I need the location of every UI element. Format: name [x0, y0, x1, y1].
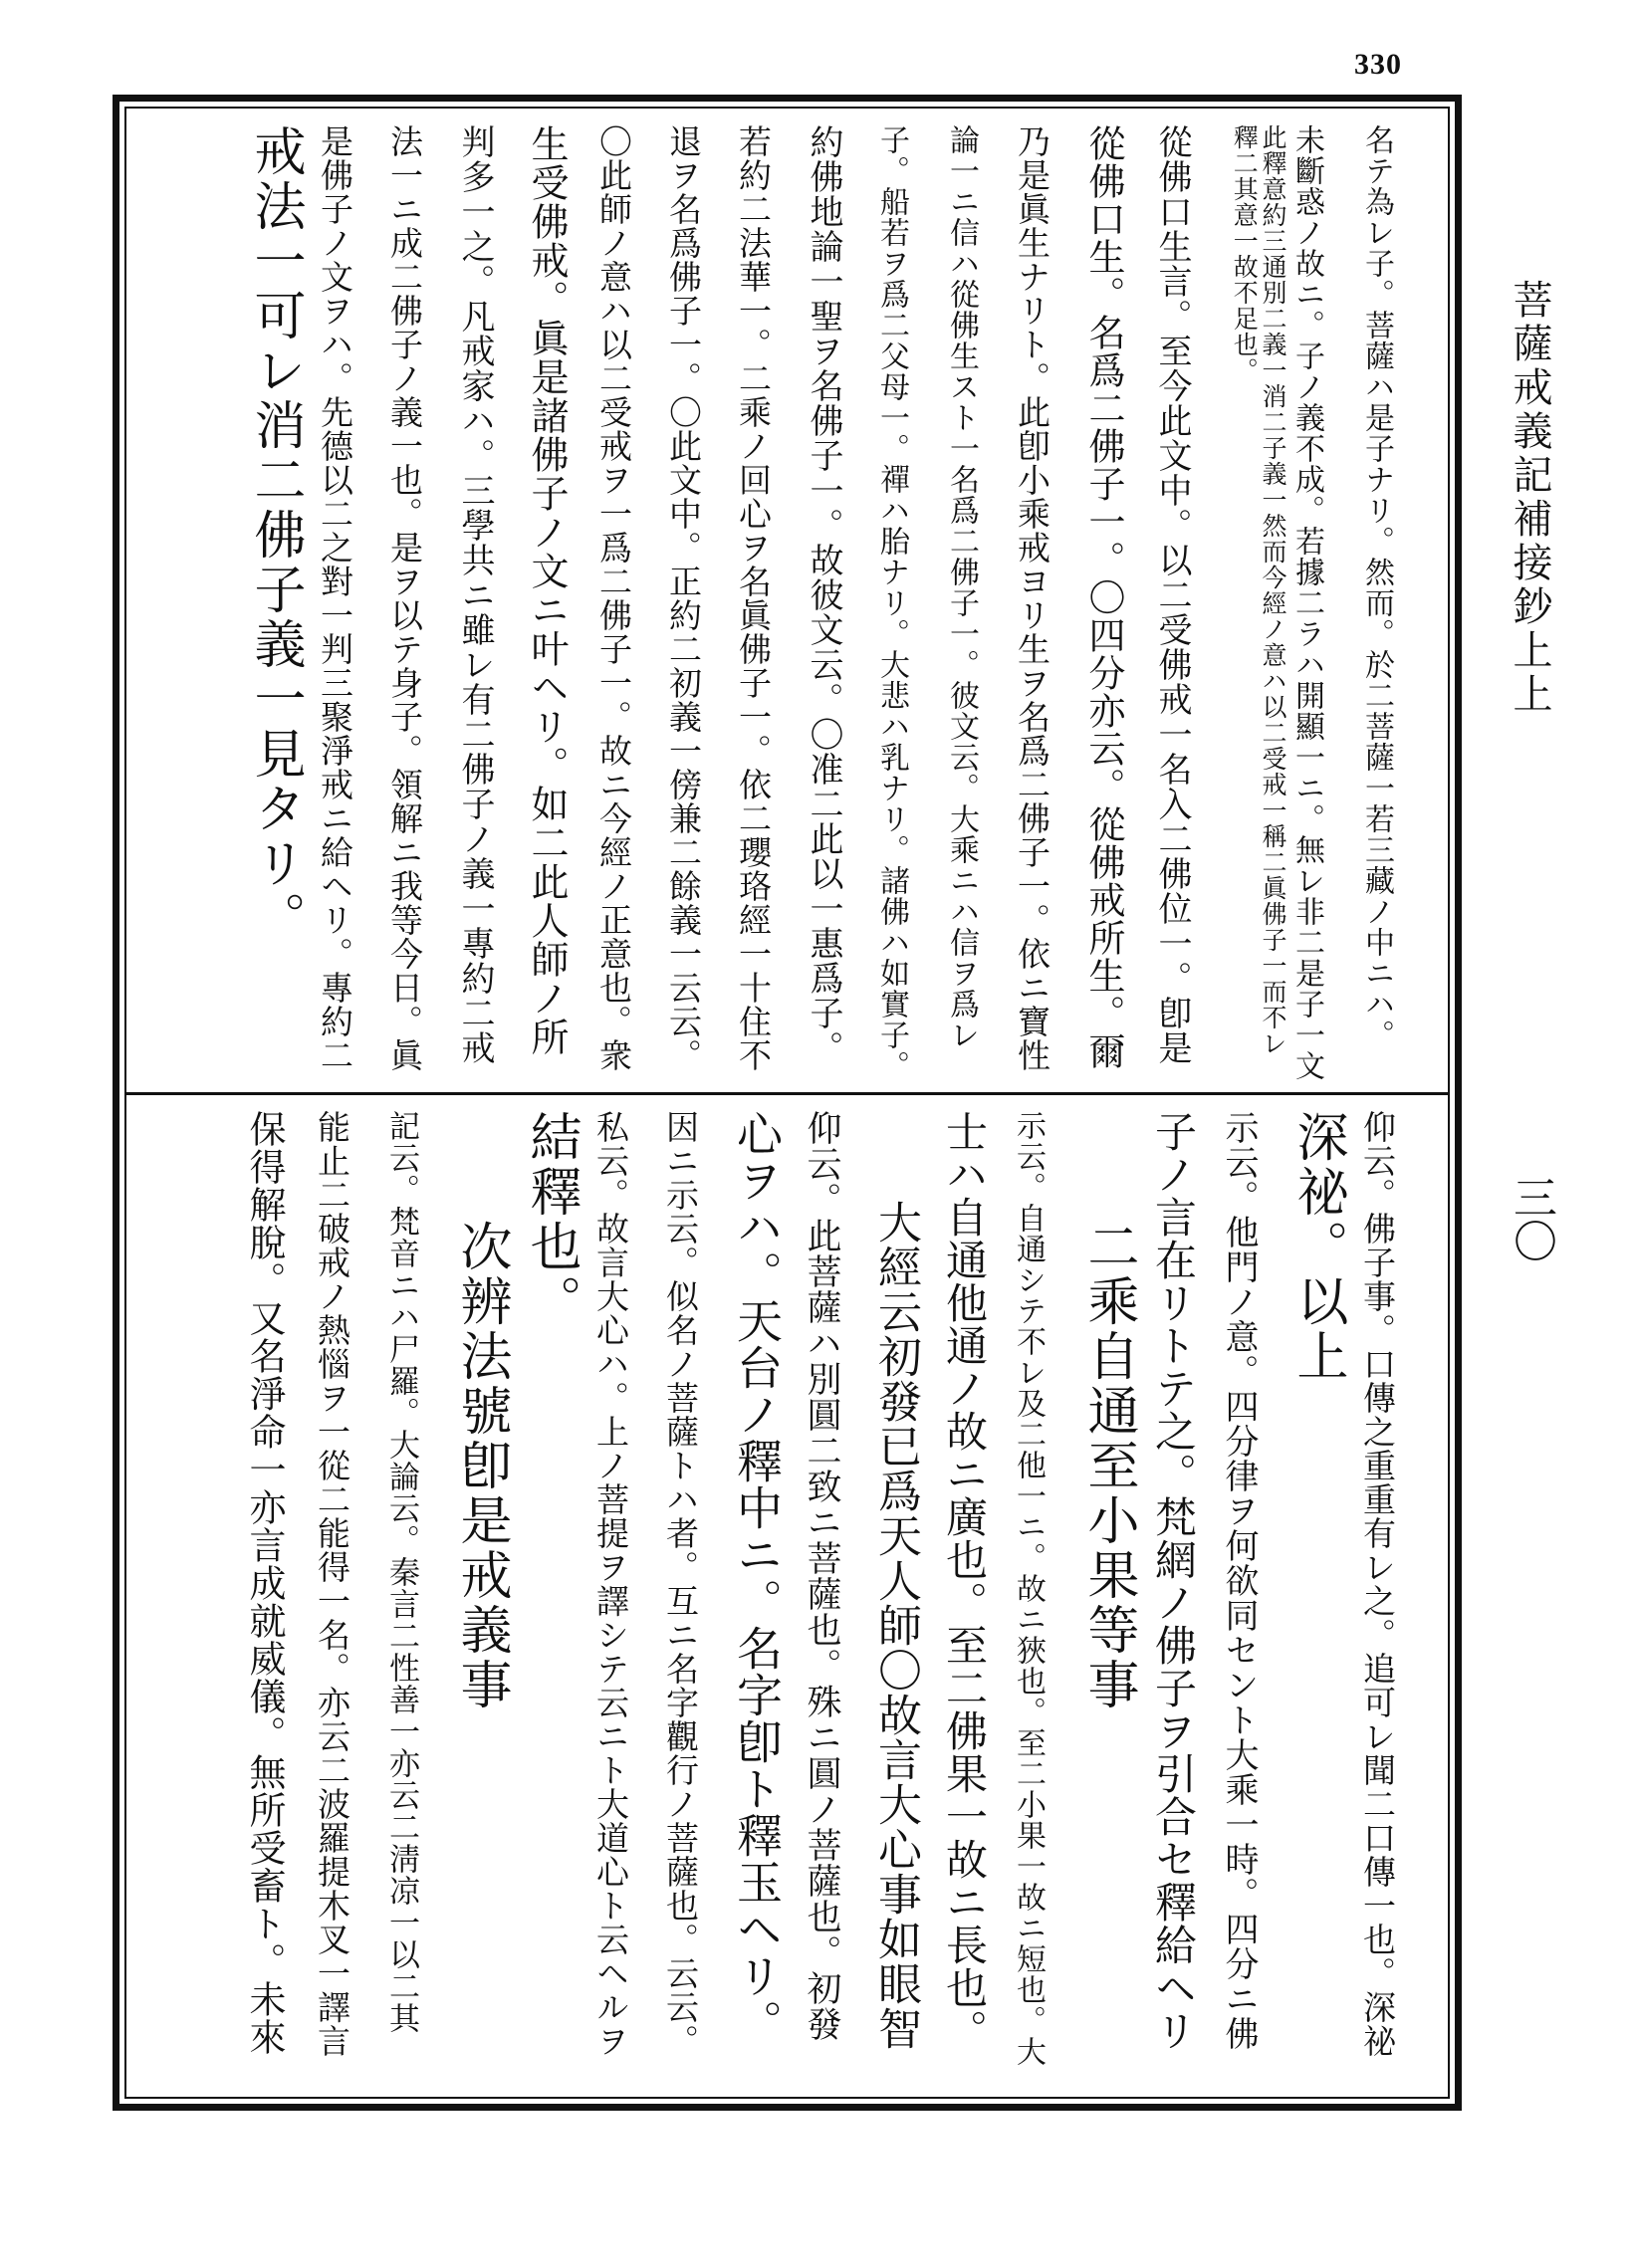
lower-column: 因ニ示云。似名ノ菩薩トハ者。互ニ名字觀行ノ菩薩也。云云。: [661, 1110, 700, 2058]
lower-column: 仰云。佛子事。口傳之重重有レ之。追可レ聞二口傳一也。深祕: [1358, 1110, 1397, 2058]
lower-column: 仰云。此菩薩ハ別圓二致ニ菩薩也。殊ニ圓ノ菩薩也。初發: [802, 1110, 841, 2042]
lower-column: 私云。故言大心ハ。上ノ菩提ヲ譯シテ云ニト大道心ト云ヘルヲ: [591, 1110, 630, 2058]
lower-column: 能止二破戒ノ熱惱ヲ一從二能得一名。亦云二波羅提木叉一譯言: [313, 1110, 351, 2058]
section-divider: [126, 1092, 1448, 1095]
lower-column: 記云。梵音ニハ尸羅。大論云。秦言二性善一亦云二淸凉一以二其: [383, 1110, 419, 2034]
lower-column: 示云。自通シテ不レ及二他一ニ。故ニ狹也。至二小果一故ニ短也。大: [1011, 1110, 1046, 2067]
upper-column: 乃是眞生ナリト。此卽小乘戒ヨリ生ヲ名爲二佛子一。依ニ寶性: [1013, 124, 1051, 1072]
upper-column: 退ヲ名爲佛子一。〇此文中。正約二初義一傍兼二餘義一云云。: [664, 124, 703, 1072]
lower-column: 示云。他門ノ意。四分律ヲ何欲同セント大乘一時。四分ニ佛: [1219, 1110, 1259, 2051]
lower-column: 心ヲハ。天台ノ釋中ニ。名字卽ト釋玉ヘリ。: [730, 1110, 784, 2046]
lower-column: 結釋也。: [521, 1110, 581, 1329]
page-number: 330: [1354, 48, 1402, 81]
upper-column: 〇此師ノ意ハ以二受戒ヲ一爲二佛子一。故ニ今經ノ正意也。衆: [594, 124, 633, 1072]
upper-column: 約佛地論一聖ヲ名佛子一。故彼文云。〇准二此以一惠爲子。: [804, 124, 843, 1065]
upper-column: 論一ニ信ハ從佛生スト一名爲二佛子一。彼文云。大乘ニハ信ヲ爲レ: [944, 124, 979, 1050]
lower-column: 士ハ自通他通ノ故ニ廣也。至二佛果一故ニ長也。: [940, 1110, 989, 2052]
upper-column: 是佛子ノ文ヲハ。先德以二之對一判三聚淨戒ニ給ヘリ。專約二: [316, 124, 354, 1072]
upper-column: 若約二法華一。二乘ノ回心ヲ名眞佛子一。依二瓔珞經一十住不: [734, 124, 773, 1072]
upper-column: 未斷惑ノ故ニ。子ノ義不成。若據二ラハ開顯一ニ。無レ非二是子一文: [1289, 124, 1324, 1081]
lower-column: 次辨法號卽是戒義事: [451, 1110, 511, 1712]
upper-column: 法一ニ成二佛子ノ義一也。是ヲ以テ身子。領解ニ我等今日。眞: [385, 124, 424, 1072]
upper-column: 判多一之。凡戒家ハ。三學共ニ雖レ有二佛子ノ義一專約二戒: [455, 124, 495, 1065]
upper-column: 生受佛戒。眞是諸佛子ノ文ニ叶ヘリ。如二此人師ノ所: [525, 124, 569, 1056]
lower-column: 大經云初發已爲天人師〇故言大心事如眼智: [870, 1110, 921, 2051]
lower-column: 二乘自通至小果等事: [1078, 1110, 1138, 1712]
lower-column: 子ノ言在リトテ之。梵網ノ佛子ヲ引合セ釋給ヘリ: [1149, 1110, 1198, 2052]
running-head: 菩薩戒義記補接鈔上上: [1507, 279, 1552, 717]
folio-number: 三〇: [1506, 1175, 1556, 1262]
lower-column: 深祕。以上: [1287, 1110, 1347, 1384]
upper-column: 從佛口生。名爲二佛子一。〇四分亦云。從佛戒所生。爾: [1082, 124, 1125, 1070]
lower-column: 保得解脫。又名淨命一亦言成就威儀。無所受畜ト。未來: [243, 1110, 286, 2056]
upper-column: 戒法一可レ消二佛子義一見タリ。: [245, 124, 305, 946]
upper-column: 此釋意約三通別二義一消二子義一然而今經ノ意ハ以二受戒一稱二眞佛子一而不レ釋二其意一故不足也。: [1230, 124, 1287, 1056]
upper-column: 從佛口生言。至今此文中。以二受佛戒一名入二佛位一。卽是: [1152, 124, 1192, 1065]
upper-column: 名テ為レ子。菩薩ハ是子ナリ。然而。於二菩薩一若三藏ノ中ニハ。: [1359, 124, 1394, 1050]
upper-column: 子。船若ヲ爲二父母一。禪ハ胎ナリ。大悲ハ乳ナリ。諸佛ハ如實子。: [874, 124, 909, 1081]
